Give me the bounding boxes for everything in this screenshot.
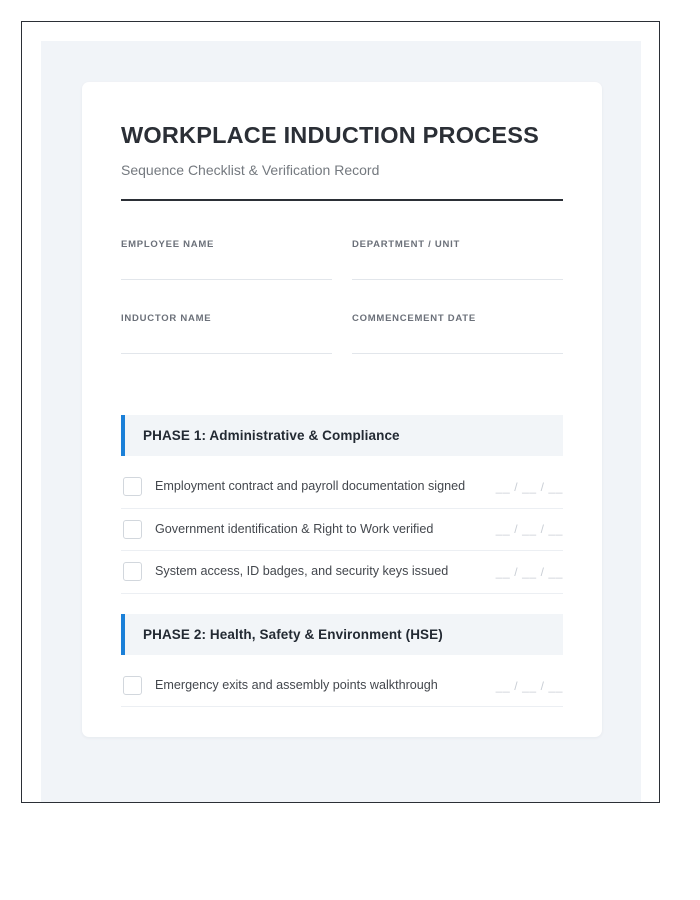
checklist-item-label: System access, ID badges, and security keys issued: [155, 564, 449, 579]
field-label: COMMENCEMENT DATE: [352, 313, 476, 325]
field-label: EMPLOYEE NAME: [121, 239, 215, 251]
commencement-date-input[interactable]: [352, 353, 563, 354]
page-subtitle: Sequence Checklist & Verification Record: [121, 162, 380, 179]
checklist-item-label: Government identification & Right to Work verified: [155, 521, 434, 536]
completion-date-input[interactable]: __ / __ / __: [495, 522, 563, 537]
page-title: WORKPLACE INDUCTION PROCESS: [121, 122, 539, 148]
checklist-row[interactable]: [121, 665, 563, 708]
checkbox-icon[interactable]: [123, 520, 142, 539]
document-card: [82, 82, 602, 737]
field-employee-name: [121, 231, 332, 305]
phase-spacer: [121, 594, 563, 614]
checkbox-icon[interactable]: [123, 477, 142, 496]
checklist-item-label: Emergency exits and assembly points walkthrough: [155, 677, 438, 692]
document-window: [21, 21, 660, 803]
field-commencement-date: [352, 305, 563, 379]
field-label: DEPARTMENT / UNIT: [352, 239, 461, 251]
field-label: INDUCTOR NAME: [121, 313, 212, 325]
employee-name-input[interactable]: [121, 279, 332, 280]
phase-header-2: [121, 614, 563, 655]
checkbox-icon[interactable]: [123, 676, 142, 695]
checklist-row[interactable]: [121, 466, 563, 509]
department-unit-input[interactable]: [352, 279, 563, 280]
page-viewport: [41, 41, 641, 803]
phase-title: PHASE 2: Health, Safety & Environment (HSE): [143, 626, 443, 642]
checklist-item-label: Employment contract and payroll documentation signed: [155, 479, 466, 494]
phase-title: PHASE 1: Administrative & Compliance: [143, 428, 400, 444]
title-divider: [121, 199, 563, 201]
field-department-unit: [352, 231, 563, 305]
checkbox-icon[interactable]: [123, 562, 142, 581]
phase-header-1: [121, 415, 563, 456]
checklist-row[interactable]: [121, 509, 563, 552]
completion-date-input[interactable]: __ / __ / __: [495, 564, 563, 579]
completion-date-input[interactable]: __ / __ / __: [495, 678, 563, 693]
completion-date-input[interactable]: __ / __ / __: [495, 479, 563, 494]
field-inductor-name: [121, 305, 332, 379]
employee-details-form: [121, 231, 563, 379]
checklist-row[interactable]: [121, 551, 563, 594]
inductor-name-input[interactable]: [121, 353, 332, 354]
